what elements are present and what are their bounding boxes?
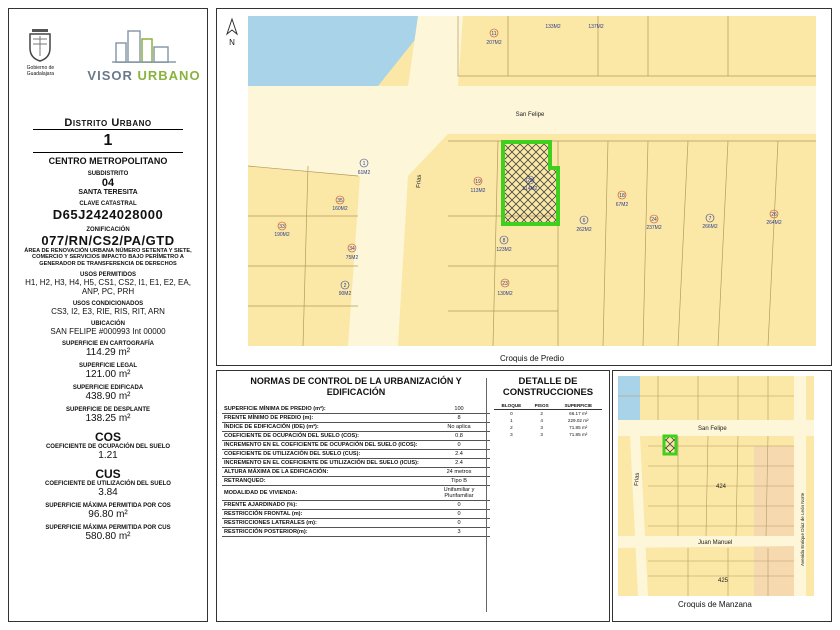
norm-value: 3 [428, 528, 490, 537]
norm-value: 0 [428, 519, 490, 528]
water-area [618, 376, 640, 420]
divider [33, 129, 183, 130]
svg-text:114M2: 114M2 [522, 186, 538, 192]
norm-row [222, 423, 490, 432]
street-san-felipe-block: San Felipe [698, 426, 727, 432]
lot-map[interactable] [248, 16, 816, 346]
north-arrow: N [224, 18, 240, 47]
area-built-value: 438.90 m² [85, 391, 131, 403]
svg-text:264M2: 264M2 [766, 220, 782, 226]
zoning-code: 077/RN/CS2/PA/GTD [41, 233, 175, 248]
block-map[interactable] [618, 376, 814, 596]
norm-label: INCREMENTO EN EL COEFICIENTE DE OCUPACIÓN DEL SUELO (ICOS): [222, 441, 428, 450]
city-skyline-icon [110, 27, 178, 63]
norm-value: 24 metros [428, 468, 490, 477]
construction-cell: 2 [510, 425, 513, 430]
info-panel [8, 8, 208, 622]
svg-text:67M2: 67M2 [615, 202, 629, 208]
subdistrict-number: 04 [101, 177, 115, 189]
svg-text:34: 34 [349, 246, 355, 252]
svg-text:123M2: 123M2 [496, 247, 512, 253]
svg-text:266M2: 266M2 [702, 224, 718, 230]
area-carto-value: 114.29 m² [85, 347, 131, 359]
norm-value: 0 [428, 501, 490, 510]
svg-text:8: 8 [502, 238, 506, 244]
visor-title: VISOR URBANO [87, 68, 201, 83]
constructions-table [494, 402, 602, 438]
street-san-felipe: San Felipe [515, 112, 545, 118]
svg-text:207M2: 207M2 [486, 40, 502, 46]
lot-area-label: 137M2 [588, 24, 604, 30]
construction-row [494, 417, 602, 424]
norm-row [222, 528, 490, 537]
block-number-424: 424 [716, 484, 727, 490]
street-juan-manuel: Juan Manuel [698, 540, 733, 546]
construction-cell: 0 [510, 411, 513, 416]
construction-cell: 3 [510, 432, 513, 437]
svg-text:35: 35 [337, 198, 343, 204]
svg-text:20: 20 [527, 178, 533, 184]
norm-value: 100 [428, 405, 490, 414]
logo-row [9, 27, 207, 89]
subdistrict-label: SUBDISTRITO [87, 171, 129, 177]
svg-text:1: 1 [362, 161, 366, 167]
norm-value: 0 [428, 510, 490, 519]
construction-row [494, 431, 602, 438]
norm-row [222, 414, 490, 423]
location-value: SAN FELIPE #000993 Int 00000 [50, 327, 166, 337]
svg-text:190M2: 190M2 [274, 232, 290, 238]
cus-label: COEFICIENTE DE UTILIZACIÓN DEL SUELO [45, 481, 171, 488]
svg-text:130M2: 130M2 [497, 291, 513, 297]
block-map-caption: Croquis de Manzana [678, 600, 752, 609]
svg-text:23: 23 [502, 281, 508, 287]
norm-value: 8 [428, 414, 490, 423]
area-desplante-label: SUPERFICIE DE DESPLANTE [65, 407, 150, 414]
area-desplante-value: 138.25 m² [85, 413, 131, 425]
norm-row [222, 405, 490, 414]
cus-value: 3.84 [98, 487, 118, 499]
norm-label: INCREMENTO EN EL COEFICIENTE DE UTILIZACIÓN DEL SUELO (ICUS): [222, 459, 428, 468]
gov-text: Gobierno de Guadalajara [26, 65, 55, 77]
zoning-label: ZONIFICACIÓN [86, 227, 130, 233]
svg-text:11: 11 [491, 31, 497, 37]
district-number: 1 [103, 132, 113, 149]
lot-area-label: 133M2 [545, 24, 561, 30]
svg-text:237M2: 237M2 [646, 225, 662, 231]
svg-text:33: 33 [279, 224, 285, 230]
svg-text:113M2: 113M2 [470, 188, 486, 194]
norm-label: RETRANQUEO: [222, 477, 428, 486]
cadastral-label: CLAVE CATASTRAL [79, 201, 137, 207]
svg-text:26: 26 [771, 212, 777, 218]
cos-label: COEFICIENTE DE OCUPACIÓN DEL SUELO [45, 444, 171, 451]
norm-value: 0.8 [428, 432, 490, 441]
lot-map-caption: Croquis de Predio [500, 354, 565, 363]
location-label: UBICACIÓN [91, 321, 125, 328]
block-number-425: 425 [718, 578, 729, 584]
norm-row [222, 459, 490, 468]
norm-label: RESTRICCIONES LATERALES (m): [222, 519, 428, 528]
norm-label: COEFICIENTE DE UTILIZACIÓN DEL SUELO (CUS): [222, 450, 428, 459]
construction-cell: 71.85 m² [569, 432, 588, 437]
area-legal-value: 121.00 m² [85, 369, 131, 381]
visor-logo [87, 27, 200, 83]
svg-text:2: 2 [343, 283, 347, 289]
north-arrow-icon [225, 18, 239, 36]
norm-label: FRENTE AJARDINADO (%): [222, 501, 428, 510]
zoning-description: ÁREA DE RENOVACIÓN URBANA NÚMERO SETENTA Y SIETE, COMERCIO Y SERVICIOS IMPACTO BAJO PERÍMETRO A GENERADOR DE TRANSFERENCIA DE DERECHOS [24, 248, 192, 267]
cos-value: 1.21 [98, 450, 118, 462]
street-frias: Frias [416, 174, 423, 189]
col-header: BLOQUE [494, 402, 529, 410]
cadastral-key: D65J2424028000 [52, 207, 164, 222]
construction-cell: 66.17 m² [569, 411, 588, 416]
norm-label: MODALIDAD DE VIVIENDA: [222, 486, 428, 501]
norm-label: RESTRICCIÓN FRONTAL (m): [222, 510, 428, 519]
svg-text:19: 19 [475, 179, 481, 185]
norm-row [222, 519, 490, 528]
max-cus-label: SUPERFICIE MÁXIMA PERMITIDA POR CUS [45, 525, 171, 532]
norm-row [222, 450, 490, 459]
svg-text:24: 24 [651, 217, 657, 223]
max-cus-value: 580.80 m² [85, 531, 131, 543]
norms-title: NORMAS DE CONTROL DE LA URBANIZACIÓN Y EDIFICACIÓN [250, 376, 462, 397]
district-title: Distrito Urbano [64, 117, 152, 129]
norm-label: SUPERFICIE MÍNIMA DE PREDIO (m²): [222, 405, 428, 414]
svg-text:75M2: 75M2 [345, 255, 359, 261]
svg-text:6: 6 [582, 218, 586, 224]
norm-label: COEFICIENTE DE OCUPACIÓN DEL SUELO (COS): [222, 432, 428, 441]
norm-value: 2.4 [428, 459, 490, 468]
subdistrict-name: SANTA TERESITA [78, 189, 138, 196]
norm-value: Unifamiliar y Plurifamiliar [428, 486, 490, 501]
svg-text:18: 18 [619, 193, 625, 199]
svg-text:262M2: 262M2 [576, 227, 592, 233]
divider [33, 152, 183, 153]
uses-value: H1, H2, H3, H4, H5, CS1, CS2, I1, E1, E2, EA, ANP, PC, PRH [25, 278, 191, 297]
norm-row [222, 432, 490, 441]
norms-table [222, 405, 490, 537]
svg-text:61M2: 61M2 [357, 170, 371, 176]
norm-label: ÍNDICE DE EDIFICACIÓN (IDE) (m²): [222, 423, 428, 432]
construction-row [494, 410, 602, 418]
construction-cell: 1 [510, 418, 513, 423]
cus-title: CUS [95, 467, 121, 482]
norm-value: Tipo B [428, 477, 490, 486]
construction-row [494, 424, 602, 431]
norm-row [222, 477, 490, 486]
norm-value: 0 [428, 441, 490, 450]
district-name: CENTRO METROPOLITANO [48, 156, 168, 166]
svg-text:90M2: 90M2 [338, 291, 352, 297]
zone-area [754, 446, 794, 596]
constructions-title: DETALLE DE CONSTRUCCIONES [502, 376, 594, 398]
svg-text:160M2: 160M2 [332, 206, 348, 212]
selected-lot-block[interactable] [664, 436, 676, 454]
divider [486, 378, 487, 612]
norm-row [222, 468, 490, 477]
norm-label: RESTRICCIÓN POSTERIOR(m): [222, 528, 428, 537]
street-avenida: Avenida Enrique Díaz de León Norte [800, 492, 805, 566]
norm-row [222, 510, 490, 519]
svg-text:7: 7 [708, 216, 712, 222]
max-cos-value: 96.80 m² [88, 509, 128, 521]
max-cos-label: SUPERFICIE MÁXIMA PERMITIDA POR COS [45, 503, 171, 510]
guadalajara-logo [15, 27, 65, 77]
norm-label: FRENTE MÍNIMO DE PREDIO (m): [222, 414, 428, 423]
norm-label: ALTURA MÁXIMA DE LA EDIFICACIÓN: [222, 468, 428, 477]
area-legal-label: SUPERFICIE LEGAL [78, 363, 137, 370]
col-header: SUPERFICIE [555, 402, 603, 410]
area-built-label: SUPERFICIE EDIFICADA [72, 385, 144, 392]
construction-cell: 71.85 m² [569, 425, 588, 430]
construction-cell: 229.02 m² [567, 418, 589, 423]
norm-value: 2.4 [428, 450, 490, 459]
uses-label: USOS PERMITIDOS [79, 272, 136, 279]
construction-cell: 3 [540, 432, 543, 437]
area-carto-label: SUPERFICIE EN CARTOGRAFÍA [62, 341, 154, 348]
cos-title: COS [94, 430, 121, 445]
norm-row [222, 441, 490, 450]
norm-row [222, 486, 490, 501]
cond-uses-value: CS3, I2, E3, RIE, RIS, RIT, ARN [51, 307, 165, 317]
norm-row [222, 501, 490, 510]
construction-cell: 3 [540, 425, 543, 430]
cond-uses-label: USOS CONDICIONADOS [72, 301, 144, 308]
norm-value: No aplica [428, 423, 490, 432]
coat-of-arms-icon [25, 27, 55, 63]
construction-cell: 2 [540, 411, 543, 416]
street-frias-block: Frias [634, 472, 641, 487]
col-header: PISOS [529, 402, 555, 410]
construction-cell: 4 [540, 418, 543, 423]
